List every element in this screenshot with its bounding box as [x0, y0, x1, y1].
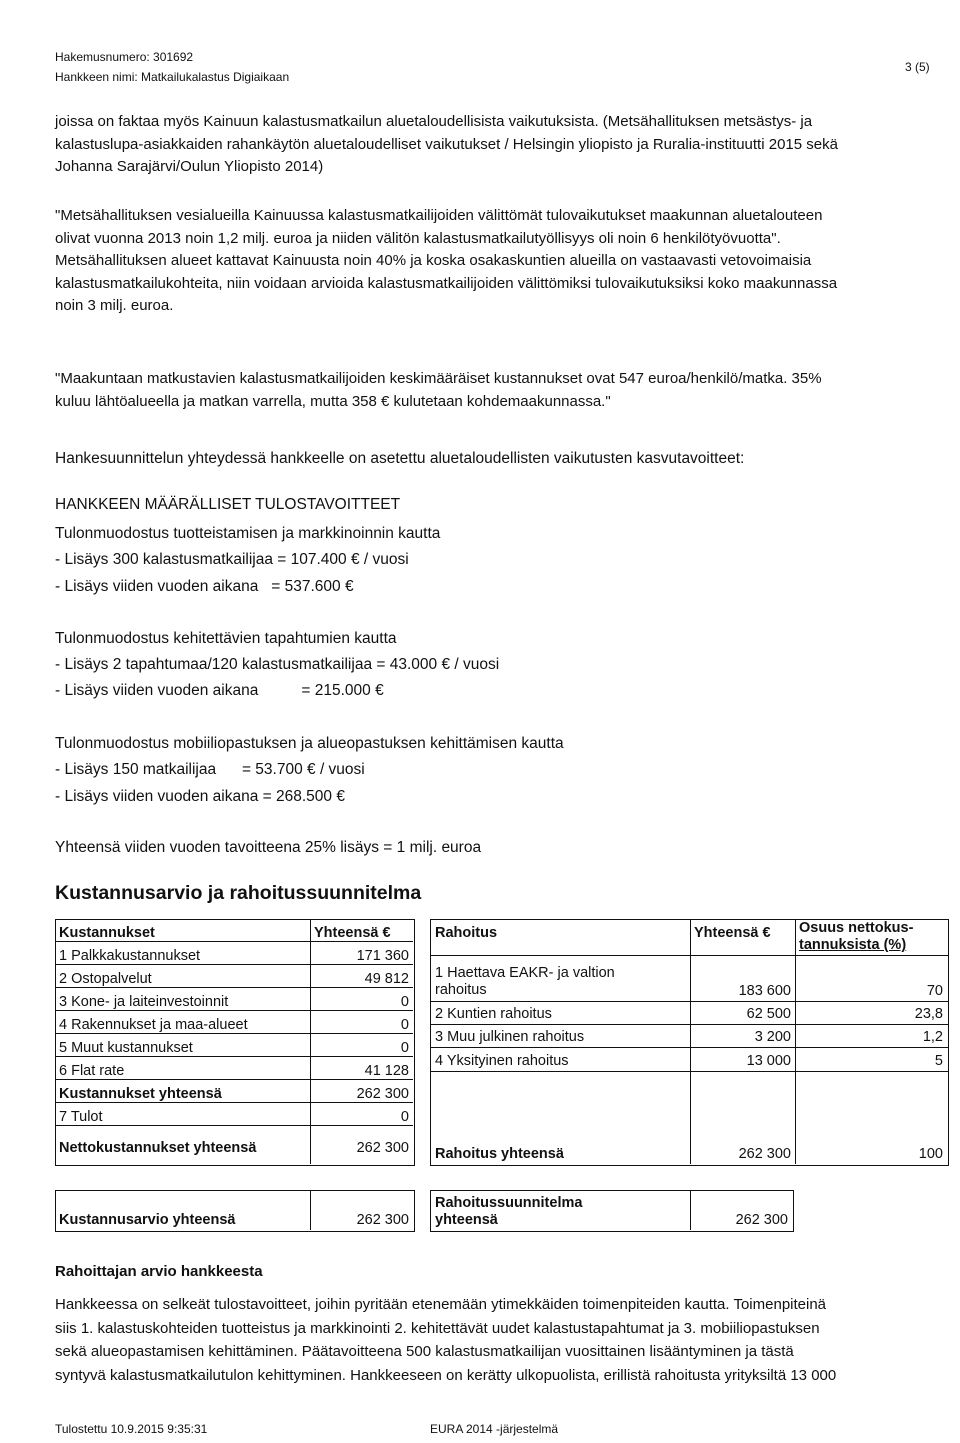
- paragraph-quote-costs: [55, 368, 935, 413]
- plan-summary-label-line2: yhteensä: [435, 1212, 498, 1228]
- cost-name: 4 Rakennukset ja maa-alueet: [55, 1011, 310, 1034]
- table-header-row: [55, 919, 413, 942]
- table-row: [55, 1011, 413, 1034]
- income-value: 0: [310, 1103, 413, 1126]
- row-rule: [430, 1001, 948, 1002]
- target-line: - Lisäys 150 matkailijaa = 53.700 € / vuosi: [55, 761, 365, 778]
- table-row: [55, 1080, 413, 1103]
- printed-timestamp: Tulostettu 10.9.2015 9:35:31: [55, 1422, 208, 1436]
- target-line: - Lisäys viiden vuoden aikana = 537.600 €: [55, 578, 354, 595]
- cost-value: 0: [310, 1034, 413, 1057]
- text-line: Johanna Sarajärvi/Oulun Yliopisto 2014): [55, 158, 324, 175]
- funding-name: [435, 965, 615, 999]
- table-row: [55, 1057, 413, 1080]
- target-line: - Lisäys viiden vuoden aikana = 215.000 €: [55, 682, 384, 699]
- income-label: 7 Tulot: [55, 1103, 310, 1126]
- funding-total-value: 262 300: [738, 1146, 791, 1162]
- cost-value: 0: [310, 988, 413, 1011]
- plan-summary-divider: [690, 1190, 691, 1230]
- row-rule: [430, 1047, 948, 1048]
- table-row: [55, 942, 413, 965]
- project-name: Hankkeen nimi: Matkailukalastus Digiaikaan: [55, 70, 290, 84]
- row-rule: [430, 1024, 948, 1025]
- text-line: Hankkeessa on selkeät tulostavoitteet, joihin pyritään etenemään ytimekkäiden toimenpiteiden kautta. Toimenpiteinä: [55, 1296, 827, 1313]
- text-line: syntyvä kalastusmatkailutulon kehittyminen. Hankkeeseen on kerätty ulkopuolista, erillistä rahoitusta yrityksiltä 13 000: [55, 1366, 837, 1384]
- funding-share: 1,2: [922, 1029, 943, 1045]
- funding-name: 3 Muu julkinen rahoitus: [435, 1029, 585, 1045]
- target-group-title: Tulonmuodostus kehitettävien tapahtumien kautta: [55, 630, 397, 647]
- costs-col-total: Yhteensä €: [310, 919, 413, 942]
- row-rule: [430, 1071, 948, 1072]
- text-line: sekä alueopastamisen kehittäminen. Päätavoitteena 500 kalastusmatkailijan vuosittainen lisääntyminen ja tästä: [55, 1343, 794, 1360]
- funding-share: 23,8: [914, 1006, 943, 1022]
- text-line: kalastusmatkailukohteita, niin voidaan arvioida kalastusmatkailijoiden välittömiksi tulovaikutuksiksi koko maakunnassa: [55, 274, 838, 292]
- cost-summary-label: Kustannusarvio yhteensä: [59, 1212, 236, 1228]
- cost-name: 1 Palkkakustannukset: [55, 942, 310, 965]
- funding-name: 2 Kuntien rahoitus: [435, 1006, 552, 1022]
- text-line: "Maakuntaan matkustavien kalastusmatkailijoiden keskimääräiset kustannukset ovat 547 euroa/henkilö/matka. 35%: [55, 370, 822, 387]
- text-line: Metsähallituksen alueet kattavat Kainuusta noin 40% ja koska osakaskuntien alueilla on vastaavasti vetovoimaisia: [55, 252, 812, 269]
- target-group-title: Tulonmuodostus tuotteistamisen ja markkinoinnin kautta: [55, 525, 441, 542]
- target-line: - Lisäys 300 kalastusmatkailijaa = 107.400 € / vuosi: [55, 551, 409, 568]
- funding-col-share: [799, 920, 913, 954]
- net-costs-value: 262 300: [356, 1140, 409, 1156]
- cost-name: 2 Ostopalvelut: [55, 965, 310, 988]
- funding-share: 5: [934, 1053, 943, 1069]
- cost-value: 0: [310, 1011, 413, 1034]
- table-row: [55, 1103, 413, 1126]
- target-line: - Lisäys viiden vuoden aikana = 268.500 €: [55, 788, 345, 805]
- paragraph-targets-intro: Hankesuunnittelun yhteydessä hankkeelle on asetettu aluetaloudellisten vaikutusten kasvutavoitteet:: [55, 450, 745, 467]
- funding-header-rule: [430, 955, 948, 956]
- assessment-heading: Rahoittajan arvio hankkeesta: [55, 1263, 263, 1280]
- funding-value: 183 600: [738, 983, 791, 999]
- table-row: [55, 1034, 413, 1057]
- cost-subtotal-label: Kustannukset yhteensä: [55, 1080, 310, 1103]
- cost-subtotal-value: 262 300: [310, 1080, 413, 1103]
- target-line: - Lisäys 2 tapahtumaa/120 kalastusmatkailijaa = 43.000 € / vuosi: [55, 656, 500, 673]
- cost-value: 49 812: [310, 965, 413, 988]
- plan-summary-label-line1: Rahoitussuunnitelma: [435, 1195, 583, 1211]
- targets-total: Yhteensä viiden vuoden tavoitteena 25% lisäys = 1 milj. euroa: [55, 839, 482, 856]
- funding-value: 62 500: [746, 1006, 791, 1022]
- plan-summary-label: [435, 1195, 582, 1229]
- cost-value: 41 128: [310, 1057, 413, 1080]
- assessment-body: [55, 1293, 935, 1387]
- cost-summary-divider: [310, 1190, 311, 1230]
- funding-total-label: Rahoitus yhteensä: [435, 1146, 564, 1162]
- text-line: kalastuslupa-asiakkaiden rahankäytön aluetaloudelliset vaikutukset / Helsingin yliopisto ja Ruralia-instituutti 2015 sekä: [55, 135, 838, 153]
- funding-share: 70: [926, 983, 943, 999]
- text-line: siis 1. kalastuskohteiden tuotteistus ja markkinointi 2. kehitettävät uudet kalastustapahtumat ja 3. mobiiliopastuksen: [55, 1319, 820, 1337]
- budget-heading: Kustannusarvio ja rahoitussuunnitelma: [55, 882, 422, 904]
- table-row: [55, 1126, 413, 1157]
- net-costs-label: Nettokustannukset yhteensä: [59, 1140, 257, 1156]
- funding-value: 3 200: [754, 1029, 791, 1045]
- targets-heading: HANKKEEN MÄÄRÄLLISET TULOSTAVOITTEET: [55, 496, 401, 513]
- paragraph-quote-impact: [55, 205, 935, 318]
- cost-summary-value: 262 300: [356, 1212, 409, 1228]
- cost-name: 3 Kone- ja laiteinvestoinnit: [55, 988, 310, 1011]
- funding-name-line1: 1 Haettava EAKR- ja valtion: [435, 965, 615, 981]
- table-row: [55, 988, 413, 1011]
- text-line: "Metsähallituksen vesialueilla Kainuussa kalastusmatkailijoiden välittömät tulovaikutukset maakunnan aluetalouteen: [55, 207, 823, 224]
- application-number: Hakemusnumero: 301692: [55, 50, 194, 64]
- funding-name-line2: rahoitus: [435, 982, 487, 998]
- text-line: kuluu lähtöalueella ja matkan varrella, mutta 358 € kulutetaan kohdemaakunnassa.": [55, 392, 611, 410]
- funding-col-share-line1: Osuus nettokus-: [799, 920, 914, 936]
- cost-value: 171 360: [310, 942, 413, 965]
- text-line: joissa on faktaa myös Kainuun kalastusmatkailun aluetaloudellisista vaikutuksista. (Metsähallituksen metsästys- ja: [55, 113, 813, 130]
- paragraph-intro: [55, 111, 935, 179]
- text-line: noin 3 milj. euroa.: [55, 297, 174, 314]
- system-name: EURA 2014 -järjestelmä: [430, 1422, 559, 1436]
- plan-summary-value: 262 300: [735, 1212, 788, 1228]
- page-number: 3 (5): [905, 60, 930, 74]
- funding-value: 13 000: [746, 1053, 791, 1069]
- table-row: [55, 965, 413, 988]
- funding-col-share-line2: tannuksista (%): [799, 937, 907, 953]
- costs-col-name: Kustannukset: [55, 919, 310, 942]
- cost-name: 6 Flat rate: [55, 1057, 310, 1080]
- costs-table: [55, 919, 413, 1156]
- funding-col-name: Rahoitus: [435, 925, 498, 941]
- text-line: olivat vuonna 2013 noin 1,2 milj. euroa ja niiden välitön kalastusmatkailutyöllisyys oli noin 6 henkilötyövuotta".: [55, 229, 781, 247]
- cost-name: 5 Muut kustannukset: [55, 1034, 310, 1057]
- funding-col-total: Yhteensä €: [694, 925, 771, 941]
- funding-name: 4 Yksityinen rahoitus: [435, 1053, 569, 1069]
- funding-total-share: 100: [918, 1146, 943, 1162]
- target-group-title: Tulonmuodostus mobiiliopastuksen ja alueopastuksen kehittämisen kautta: [55, 735, 564, 752]
